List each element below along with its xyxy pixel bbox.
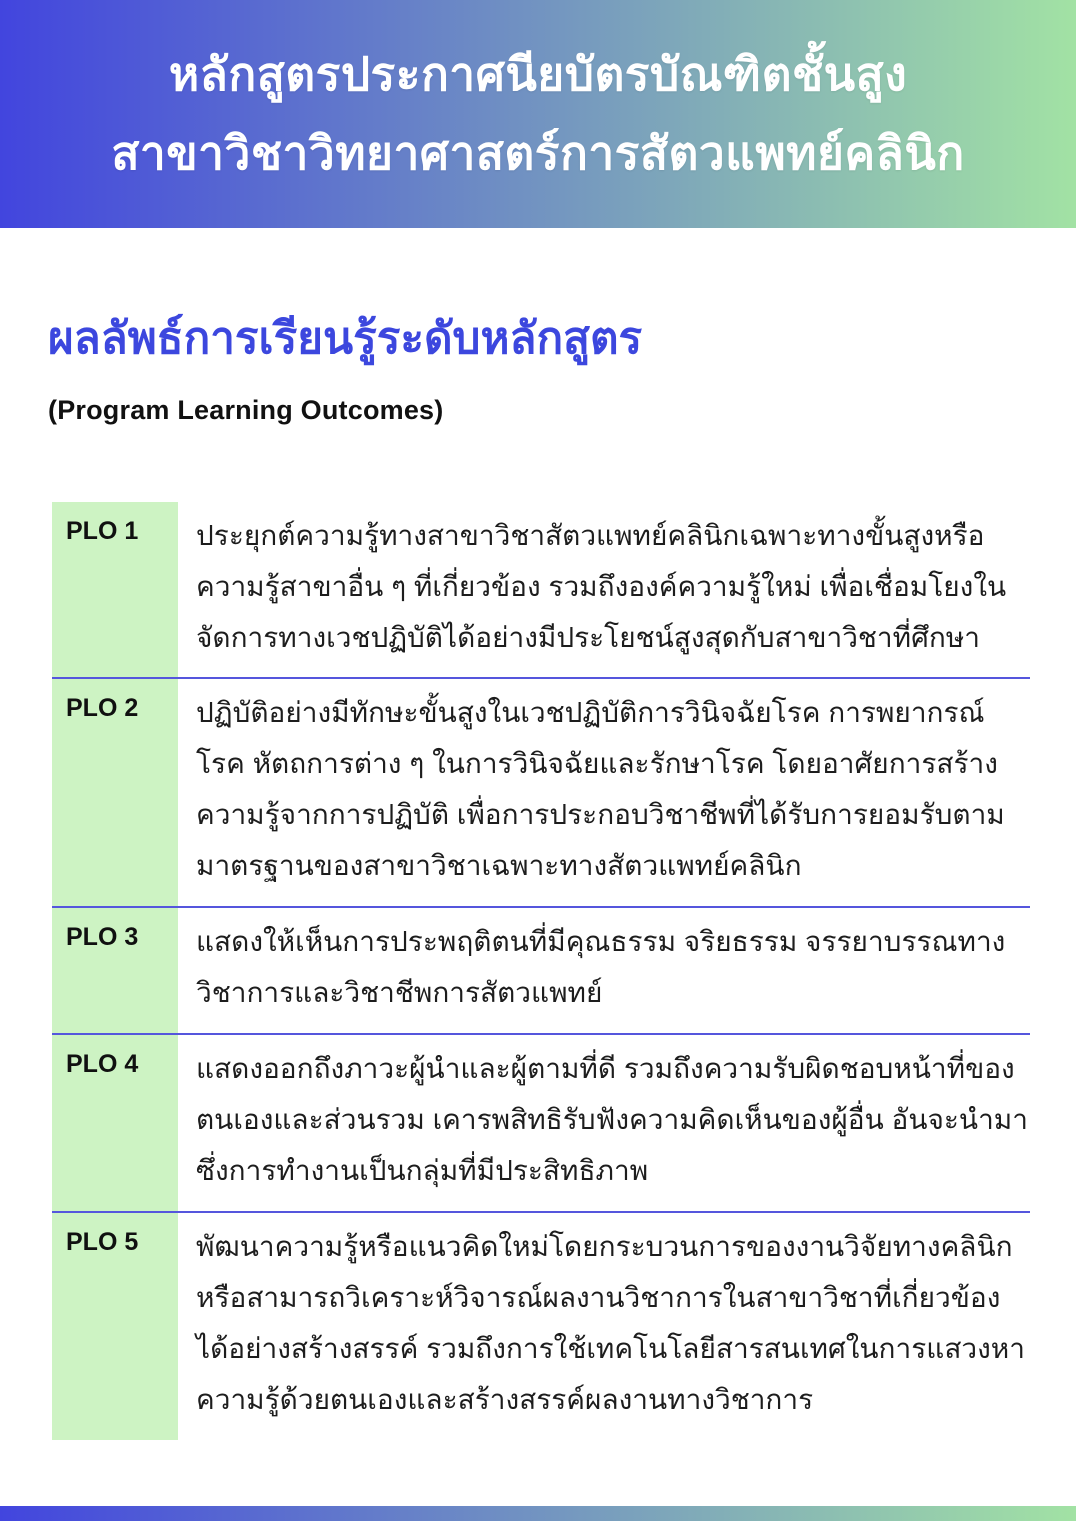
plo-label: PLO 1 — [52, 502, 178, 678]
section-subtitle: (Program Learning Outcomes) — [48, 394, 444, 425]
plo-table — [52, 502, 1030, 1440]
plo-row — [52, 908, 1030, 1035]
plo-label: PLO 3 — [52, 908, 178, 1033]
plo-description: ปฏิบัติอย่างมีทักษะขั้นสูงในเวชปฏิบัติการวินิจฉัยโรค การพยากรณ์โรค หัตถการต่าง ๆ ในการวินิจฉัยและรักษาโรค โดยอาศัยการสร้างความรู้จากการปฏิบัติ เพื่อการประกอบวิชาชีพที่ได้รับการยอมรับตามมาตรฐานของสาขาวิชาเฉพาะทางสัตวแพทย์คลินิก — [196, 697, 1005, 882]
program-title-line2: สาขาวิชาวิทยาศาสตร์การสัตวแพทย์คลินิก — [111, 127, 965, 179]
plo-row — [52, 1213, 1030, 1440]
plo-label: PLO 4 — [52, 1035, 178, 1211]
plo-label: PLO 5 — [52, 1213, 178, 1440]
plo-description: พัฒนาความรู้หรือแนวคิดใหม่โดยกระบวนการของงานวิจัยทางคลินิกหรือสามารถวิเคราะห์วิจารณ์ผลงานวิชาการในสาขาวิชาที่เกี่ยวข้องได้อย่างสร้างสรรค์ รวมถึงการใช้เทคโนโลยีสารสนเทศในการแสวงหาความรู้ด้วยตนเองและสร้างสรรค์ผลงานทางวิชาการ — [196, 1231, 1025, 1415]
plo-row — [52, 1035, 1030, 1213]
program-title-line1: หลักสูตรประกาศนียบัตรบัณฑิตชั้นสูง — [168, 48, 908, 101]
header-banner — [0, 0, 1076, 228]
footer-gradient-bar — [0, 1506, 1076, 1521]
plo-row — [52, 679, 1030, 908]
plo-description: แสดงออกถึงภาวะผู้นำและผู้ตามที่ดี รวมถึงความรับผิดชอบหน้าที่ของตนเองและส่วนรวม เคารพสิทธิรับฟังความคิดเห็นของผู้อื่น อันจะนำมาซึ่งการทำงานเป็นกลุ่มที่มีประสิทธิภาพ — [196, 1053, 1028, 1187]
main-content — [0, 314, 1076, 1440]
plo-description: ประยุกต์ความรู้ทางสาขาวิชาสัตวแพทย์คลินิกเฉพาะทางขั้นสูงหรือความรู้สาขาอื่น ๆ ที่เกี่ยวข้อง รวมถึงองค์ความรู้ใหม่ เพื่อเชื่อมโยงในจัดการทางเวชปฏิบัติได้อย่างมีประโยชน์สูงสุดกับสาขาวิชาที่ศึกษา — [196, 519, 1007, 653]
plo-description: แสดงให้เห็นการประพฤติตนที่มีคุณธรรม จริยธรรม จรรยาบรรณทางวิชาการและวิชาชีพการสัตวแพทย์ — [196, 926, 1006, 1009]
plo-label: PLO 2 — [52, 679, 178, 906]
section-title: ผลลัพธ์การเรียนรู้ระดับหลักสูตร — [48, 314, 643, 363]
plo-row — [52, 502, 1030, 680]
